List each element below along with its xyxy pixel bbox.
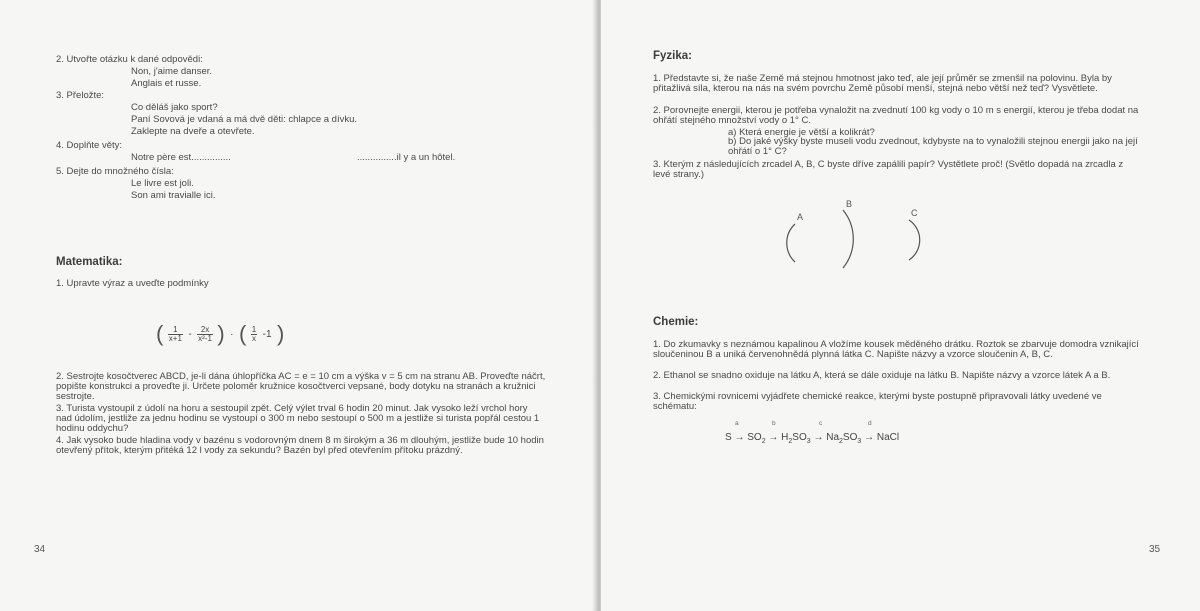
fraction-3: $\frac{1}{x}$ bbox=[251, 324, 257, 343]
mirror-a-shape bbox=[787, 224, 795, 262]
mirrors-diagram bbox=[761, 192, 961, 282]
math-question-3: 3. Turista vystoupil z údolí na horu a sestoupil zpět. Celý výlet trval 6 hodin 20 minut. Jak vysoko leží vrchol hory nad údolím, jestliže za jednu hodinu se vystoupí o 300 m nebo sestoupí o 500 m a jestliže si turista popřál cestou 1 hodinu oddychu? bbox=[56, 403, 540, 434]
math-question-1: 1. Upravte výraz a uveďte podmínky bbox=[56, 278, 209, 289]
physics-heading: Fyzika: bbox=[653, 50, 692, 62]
page-number-left: 34 bbox=[34, 544, 46, 555]
chemistry-question-2: 2. Ethanol se snadno oxiduje na látku A, která se dále oxiduje na látku B. Napište názvy a vzorce látek A a B. bbox=[653, 370, 1111, 381]
mirror-label-a: A bbox=[797, 212, 804, 222]
right-page bbox=[601, 0, 1200, 611]
physics-question-2b: b) Do jaké výšky byste museli vodu zvednout, kdybyste na to vynaložili stejnou energii jako na její ohřátí o 1° C? bbox=[728, 136, 1138, 157]
reaction-scheme: $S \to SO_2 \to H_2SO_3 \to Na_2SO_3$ → NaCl bbox=[725, 432, 900, 445]
task3-title: 3. Přeložte: bbox=[56, 90, 105, 101]
math-expression: ( $\frac{1}{x+1}$ - $\frac{2x}{\text{x²-1}}$ ) · ( $\frac{1}{x}$ -1 ) bbox=[156, 321, 285, 346]
page-number-right: 35 bbox=[1149, 544, 1161, 555]
task3-line-2: Paní Sovová je vdaná a má dvě děti: chlapce a dívku. bbox=[131, 114, 358, 125]
task5-line-1: Le livre est joli. bbox=[131, 178, 194, 189]
task4-title: 4. Doplňte věty: bbox=[56, 140, 123, 151]
fraction-2: $\frac{2x}{\text{x²-1}}$ bbox=[198, 324, 212, 343]
scheme-label-b: b bbox=[772, 420, 776, 427]
task2-line-2: Anglais et russe. bbox=[131, 78, 202, 89]
task3-line-3: Zaklepte na dveře a otevřete. bbox=[131, 126, 255, 137]
task4-line-2: ...............il y a un hôtel. bbox=[357, 152, 456, 163]
mirror-label-c: C bbox=[911, 208, 918, 218]
math-question-2: 2. Sestrojte kosočtverec ABCD, je-li dána úhlopříčka AC = e = 10 cm a výška v = 5 cm na stranu AB. Proveďte náčrt, popište konstrukci a proveďte ji. Určete poloměr kružnice kosočtverci vepsané, body dotyku na stranách a kružnici sestrojte. bbox=[56, 371, 546, 402]
mirror-b-shape bbox=[843, 210, 853, 268]
mirror-label-b: B bbox=[846, 199, 853, 209]
mirror-c-shape bbox=[909, 220, 920, 260]
task2-line-1: Non, j'aime danser. bbox=[131, 66, 213, 77]
physics-question-2: 2. Porovnejte energii, kterou je potřeba vynaložit na zvednutí 100 kg vody o 10 m s energií, kterou je třeba dodat na ohřátí stejného množství vody o 1° C. bbox=[653, 105, 1139, 126]
scheme-label-a: a bbox=[735, 420, 739, 427]
task2-title: 2. Utvořte otázku k dané odpovědi: bbox=[56, 54, 203, 65]
task5-line-2: Son ami travialle ici. bbox=[131, 190, 216, 201]
scheme-label-d: d bbox=[868, 420, 872, 427]
task3-line-1: Co děláš jako sport? bbox=[131, 102, 218, 113]
scheme-label-c: c bbox=[819, 420, 823, 427]
physics-question-1: 1. Představte si, že naše Země má stejnou hmotnost jako teď, ale její průměr se zmenšil na polovinu. Byla by přitažlivá síla, kterou na nás na svém povrchu Země působí menší, stejná nebo větší než teď? Vysvětlete. bbox=[653, 73, 1112, 94]
fraction-1: $\frac{1}{x+1}$ bbox=[168, 324, 182, 343]
math-question-4: 4. Jak vysoko bude hladina vody v bazénu s vodorovným dnem 8 m širokým a 36 m dlouhým, jestliže bude 10 hodin otevřený přítok, kterým přitéká 12 l vody za sekundu? Bazén byl před otevřením přítoku prázdný. bbox=[56, 435, 544, 456]
task4-line-1: Notre père est............... bbox=[131, 152, 231, 163]
chemistry-heading: Chemie: bbox=[653, 316, 699, 328]
task5-title: 5. Dejte do množného čísla: bbox=[56, 166, 174, 177]
physics-question-2a: a) Která energie je větší a kolikrát? bbox=[728, 127, 875, 138]
math-heading: Matematika: bbox=[56, 256, 123, 268]
chemistry-question-3: 3. Chemickými rovnicemi vyjádřete chemické reakce, kterými byste postupně připravovali látky uvedené ve schématu: bbox=[653, 391, 1102, 412]
chemistry-question-1: 1. Do zkumavky s neznámou kapalinou A vložíme kousek měděného drátku. Roztok se zbarvuje domodra vznikající sloučeninou B a uniká červenohnědá plynná látka C. Napište názvy a vzorce sloučenin A, B, C. bbox=[653, 339, 1139, 360]
left-page bbox=[0, 0, 597, 611]
physics-question-3: 3. Kterým z následujících zrcadel A, B, C byste dříve zapálili papír? Vystětlete proč! (Světlo dopadá na zrcadla z levé strany.) bbox=[653, 159, 1124, 180]
